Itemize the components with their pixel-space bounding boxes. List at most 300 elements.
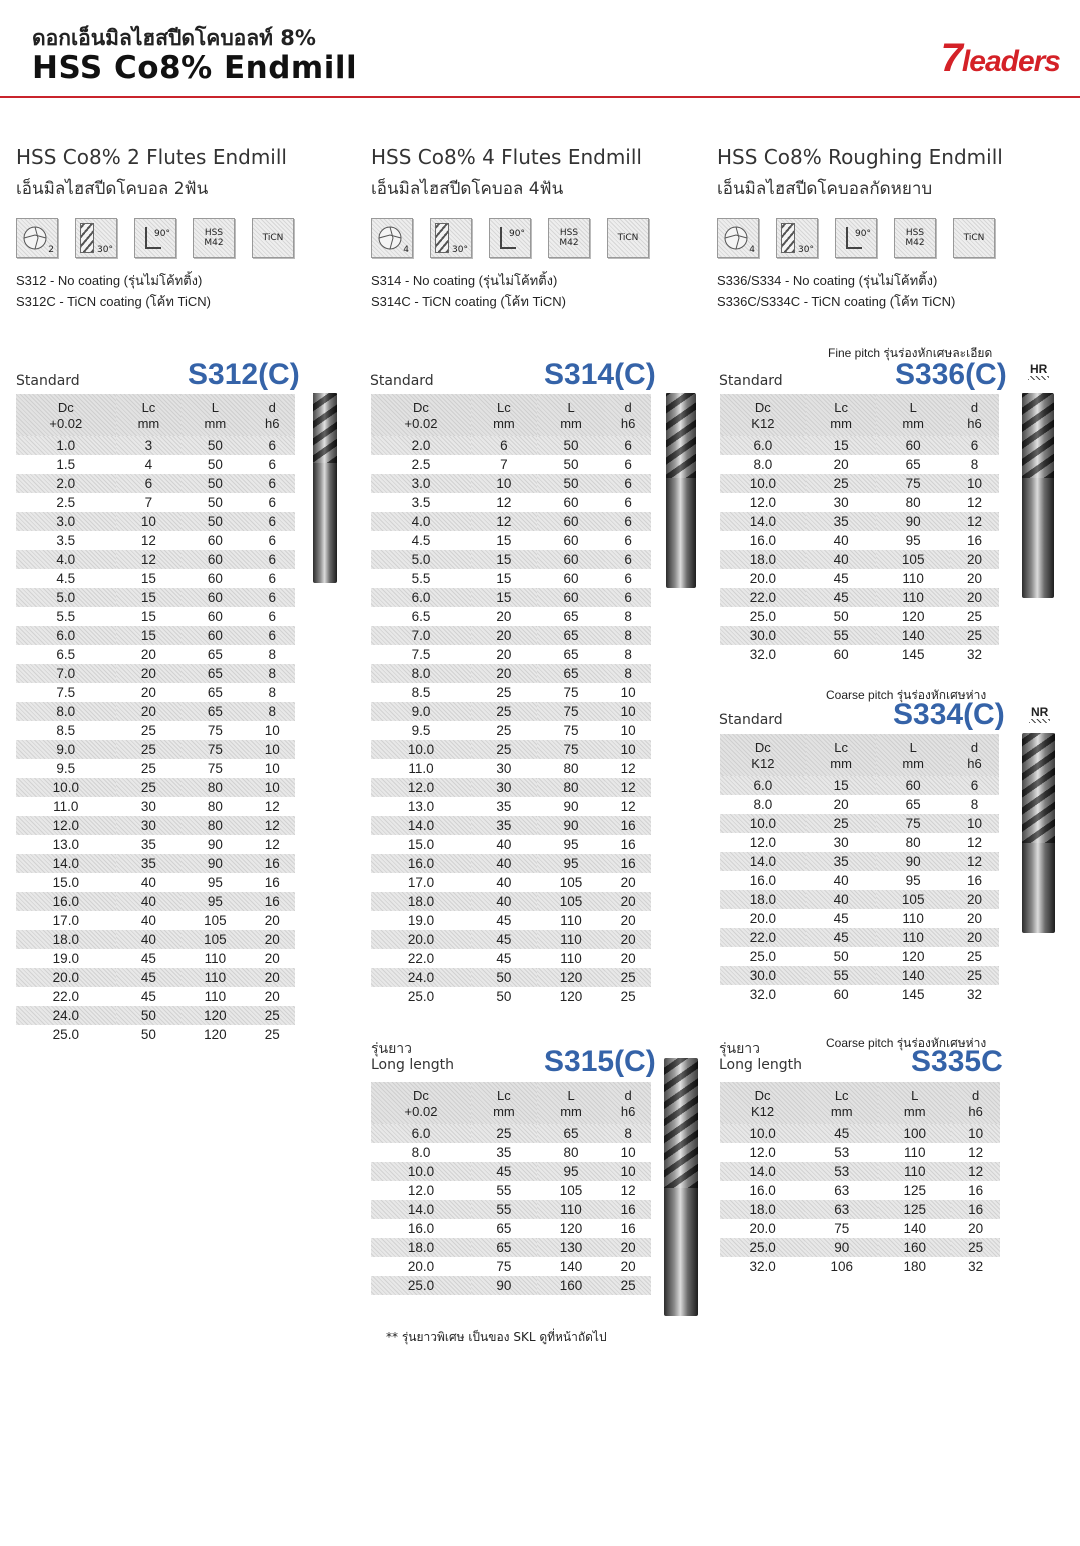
table-cell: 25 [140, 761, 156, 776]
table-cell: 75 [834, 1221, 850, 1236]
table-cell: 40 [140, 875, 156, 890]
table-row [371, 854, 651, 873]
table-cell: 60 [181, 626, 249, 645]
table-cell: 65 [496, 1221, 512, 1236]
table-cell: 53 [805, 1162, 878, 1181]
table-cell: 105 [876, 890, 950, 909]
table-cell: 14.0 [720, 852, 806, 871]
table-cell: 14.0 [371, 1200, 471, 1219]
table-cell: 125 [903, 1183, 926, 1198]
table-cell: 20 [620, 1259, 636, 1274]
table-cell: 60 [537, 588, 605, 607]
table-cell: 15 [116, 626, 182, 645]
table-row [371, 949, 651, 968]
table-cell: 75 [537, 740, 605, 759]
table-cell: 110 [537, 1200, 605, 1219]
table-cell [537, 1295, 605, 1314]
helix-angle-icon: 30° [430, 218, 472, 258]
table-cell: 8 [249, 702, 295, 721]
table-cell: 8.0 [753, 797, 773, 812]
table-cell: 105 [181, 930, 249, 949]
table-cell: 18.0 [371, 1238, 471, 1257]
table-cell: 75 [563, 723, 579, 738]
table-cell: 25 [471, 1124, 537, 1143]
table-cell: 25.0 [407, 989, 435, 1004]
table-cell: 50 [833, 949, 849, 964]
table-cell: 25 [966, 609, 982, 624]
coating-icon: TiCN [953, 218, 995, 258]
table-cell: 60 [207, 609, 223, 624]
table-row [371, 1295, 651, 1314]
column-header: Lc mm [806, 394, 877, 436]
table-cell: 95 [537, 854, 605, 873]
table-cell: 10 [605, 1162, 651, 1181]
table-cell: 45 [116, 968, 182, 987]
table-cell: 6 [605, 474, 651, 493]
table-row [371, 436, 651, 455]
table-cell: 20 [966, 911, 982, 926]
table-cell: 6 [605, 512, 651, 531]
table-cell: 16 [951, 1200, 1000, 1219]
product-code: S334(C) [893, 698, 1005, 731]
spec-table-s314 [371, 394, 651, 1006]
table-row [720, 966, 999, 985]
table-row [371, 816, 651, 835]
table-cell: 8.0 [753, 457, 773, 472]
spec-table-s336 [720, 394, 999, 664]
table-cell: 45 [833, 571, 849, 586]
table-row [720, 569, 999, 588]
table-cell: 20 [605, 1238, 651, 1257]
table-cell: 60 [181, 550, 249, 569]
table-row [720, 474, 999, 493]
table-row [720, 1181, 1000, 1200]
pitch-note: Coarse pitch รุ่นร่องหักเศษห่าง [826, 688, 987, 702]
table-cell: 100 [878, 1124, 951, 1143]
table-cell: 110 [902, 911, 924, 926]
table-cell: 20 [471, 664, 537, 683]
table-cell: 20 [471, 626, 537, 645]
table-row [720, 1257, 1000, 1276]
table-row [371, 1181, 651, 1200]
table-cell: 20 [833, 797, 849, 812]
table-row [16, 816, 295, 835]
table-row [371, 569, 651, 588]
table-row [371, 892, 651, 911]
table-cell: 90 [181, 854, 249, 873]
table-cell: 20.0 [749, 1221, 776, 1236]
table-header [16, 394, 295, 436]
table-cell: 60 [833, 987, 849, 1002]
table-cell: 20 [950, 890, 999, 909]
table-row [371, 588, 651, 607]
table-cell: 10 [471, 474, 537, 493]
table-cell: 12.0 [749, 495, 776, 510]
table-cell: 15 [471, 550, 537, 569]
table-row [371, 835, 651, 854]
table-cell: 60 [563, 495, 579, 510]
table-row [720, 626, 999, 645]
table-cell: 20 [620, 951, 636, 966]
table-cell: 6 [624, 533, 632, 548]
column-subtitle: เอ็นมิลไฮสปีดโคบอล 2ฟัน [16, 179, 209, 199]
table-cell: 6 [249, 474, 295, 493]
product-code: S336(C) [895, 358, 1007, 391]
table-cell [605, 1295, 651, 1314]
table-row [371, 968, 651, 987]
table-cell: 12 [264, 837, 280, 852]
table-cell: 25.0 [720, 1238, 805, 1257]
table-row [371, 626, 651, 645]
table-cell: 35 [496, 1145, 512, 1160]
table-cell: 8.0 [371, 664, 471, 683]
table-cell: 65 [905, 457, 921, 472]
table-row [16, 721, 295, 740]
table-cell: 30 [833, 835, 849, 850]
spec-table-s334 [720, 734, 999, 1004]
table-cell: 60 [207, 533, 223, 548]
table-cell: 20 [140, 685, 156, 700]
spec-table-s335 [720, 1082, 1000, 1276]
table-cell: 18.0 [16, 930, 116, 949]
table-cell: 6 [624, 495, 632, 510]
table-row [720, 890, 999, 909]
table-row [16, 797, 295, 816]
product-code: S315(C) [544, 1045, 656, 1078]
table-row [371, 987, 651, 1006]
table-cell: 12 [620, 799, 636, 814]
table-cell: 10.0 [720, 1124, 805, 1143]
table-cell: 65 [563, 609, 579, 624]
table-header [720, 394, 999, 436]
column-subtitle: เอ็นมิลไฮสปีดโคบอล 4ฟัน [371, 179, 564, 199]
table-cell: 20 [950, 550, 999, 569]
table-cell: 63 [805, 1200, 878, 1219]
column-header: Lc mm [806, 734, 877, 776]
table-cell: 12 [951, 1162, 1000, 1181]
table-cell: 80 [537, 778, 605, 797]
table-cell: 6 [249, 626, 295, 645]
table-cell: 120 [559, 1221, 583, 1236]
table-cell: 75 [563, 685, 579, 700]
column-header: Lc mm [471, 394, 537, 436]
table-cell: 16.0 [749, 533, 776, 548]
table-cell: 16 [966, 873, 982, 888]
table-row [371, 721, 651, 740]
section-label-thai: รุ่นยาว [371, 1041, 413, 1057]
column-header: Dc K12 [720, 394, 806, 436]
section-label: Long length [371, 1057, 454, 1073]
table-cell: 32.0 [749, 647, 776, 662]
table-cell: 65 [537, 1124, 605, 1143]
spec-icons [371, 218, 649, 258]
table-cell: 19.0 [52, 951, 79, 966]
footnote: ** รุ่นยาวพิเศษ เป็นของ SKL ดูที่หน้าถัดไป [386, 1330, 607, 1344]
table-cell: 10 [605, 702, 651, 721]
table-cell: 120 [901, 609, 925, 624]
table-cell: 12 [605, 778, 651, 797]
section-label: Standard [16, 373, 80, 389]
table-cell: 7.0 [371, 626, 471, 645]
table-cell: 3.0 [16, 512, 116, 531]
table-cell: 95 [905, 873, 921, 888]
table-cell: 75 [537, 702, 605, 721]
table-cell: 16 [620, 837, 636, 852]
table-row [16, 436, 295, 455]
table-row [371, 474, 651, 493]
table-cell: 60 [876, 436, 950, 455]
table-cell: 10.0 [720, 474, 806, 493]
table-cell: 17.0 [407, 875, 435, 890]
section-label: Standard [719, 373, 783, 389]
table-cell: 50 [116, 1006, 182, 1025]
table-cell: 25 [951, 1238, 1000, 1257]
table-cell: 14.0 [720, 512, 806, 531]
table-cell: 120 [559, 989, 583, 1004]
table-cell: 25 [950, 966, 999, 985]
table-row [720, 833, 999, 852]
table-cell: 15 [471, 588, 537, 607]
table-cell: 30 [471, 778, 537, 797]
table-row [720, 1219, 1000, 1238]
table-cell: 11.0 [408, 761, 434, 776]
table-cell: 10.0 [720, 814, 806, 833]
table-cell: 25 [116, 740, 182, 759]
table-cell: 110 [537, 930, 605, 949]
table-cell: 16 [605, 1200, 651, 1219]
table-cell: 25 [605, 1276, 651, 1295]
table-row [720, 795, 999, 814]
product-code: S335C [911, 1045, 1003, 1078]
table-cell: 13.0 [407, 799, 435, 814]
spec-table-s315 [371, 1082, 651, 1314]
table-cell: 17.0 [52, 913, 79, 928]
table-row [371, 683, 651, 702]
table-row [720, 1143, 1000, 1162]
table-cell: 20 [496, 609, 512, 624]
table-cell: 7.5 [411, 647, 431, 662]
table-cell: 12.0 [749, 1145, 776, 1160]
table-cell: 32.0 [749, 987, 776, 1002]
table-row [16, 759, 295, 778]
table-cell: 125 [878, 1200, 951, 1219]
table-cell: 12 [950, 512, 999, 531]
table-cell: 12 [116, 550, 182, 569]
end-angle-icon: 90° [134, 218, 176, 258]
table-cell: 110 [876, 928, 950, 947]
table-cell: 25.0 [52, 1027, 79, 1042]
table-row [16, 987, 295, 1006]
table-cell: 20 [620, 913, 636, 928]
table-cell: 25 [620, 989, 636, 1004]
column-header: Dc +0.02 [371, 394, 471, 436]
table-cell: 40 [806, 890, 877, 909]
table-cell: 140 [903, 1221, 926, 1236]
table-cell: 25 [471, 702, 537, 721]
table-cell: 15 [140, 609, 156, 624]
table-row [720, 1200, 1000, 1219]
table-cell: 45 [806, 588, 877, 607]
brand-logo: 7leaders [940, 36, 1060, 80]
table-row [371, 512, 651, 531]
table-cell: 90 [563, 799, 579, 814]
flutes-icon: 4 [717, 218, 759, 258]
table-cell: 35 [806, 852, 877, 871]
table-cell: 30 [833, 495, 849, 510]
table-cell: 90 [207, 837, 223, 852]
table-cell: 30 [116, 816, 182, 835]
table-cell: 45 [496, 951, 512, 966]
column-header: d h6 [950, 734, 999, 776]
table-cell: 40 [833, 533, 849, 548]
table-cell: 65 [181, 664, 249, 683]
table-cell: 55 [471, 1200, 537, 1219]
table-cell: 18.0 [720, 550, 806, 569]
table-cell: 12.0 [407, 1183, 435, 1198]
table-cell: 25.0 [749, 609, 776, 624]
table-row [371, 493, 651, 512]
table-cell: 20.0 [407, 1259, 435, 1274]
pitch-note: Fine pitch รุ่นร่องหักเศษละเอียด [828, 346, 993, 360]
table-cell: 25 [116, 778, 182, 797]
table-cell: 15 [496, 571, 512, 586]
table-row [720, 550, 999, 569]
table-cell: 10 [249, 740, 295, 759]
table-cell: 20.0 [371, 930, 471, 949]
pitch-note: Coarse pitch รุ่นร่องหักเศษห่าง [826, 1036, 987, 1050]
table-cell: 50 [181, 474, 249, 493]
table-row [720, 1124, 1000, 1143]
table-row [371, 911, 651, 930]
column-title: HSS Co8% Roughing Endmill [717, 145, 1003, 169]
table-row [371, 531, 651, 550]
table-cell: 55 [806, 626, 877, 645]
table-cell: 16.0 [749, 873, 776, 888]
table-cell: 60 [537, 512, 605, 531]
table-cell: 25.0 [371, 1276, 471, 1295]
table-cell: 75 [207, 761, 223, 776]
table-row [16, 740, 295, 759]
table-cell: 75 [496, 1259, 512, 1274]
table-cell: 10 [950, 474, 999, 493]
table-row [371, 778, 651, 797]
table-cell: 8 [268, 685, 276, 700]
column-header: L mm [878, 1082, 951, 1124]
table-row [16, 778, 295, 797]
table-cell: 40 [496, 837, 512, 852]
table-cell: 8 [970, 457, 979, 472]
table-cell: 16 [966, 533, 982, 548]
table-cell: 60 [563, 533, 579, 548]
table-cell: 5.5 [411, 571, 431, 586]
table-cell: 12 [968, 1145, 984, 1160]
table-cell: 105 [204, 913, 227, 928]
column-header: L mm [876, 734, 950, 776]
table-cell: 60 [876, 776, 950, 795]
column-title: HSS Co8% 2 Flutes Endmill [16, 145, 287, 169]
table-cell: 80 [207, 799, 223, 814]
table-cell: 110 [903, 1145, 926, 1160]
table-cell: 2.5 [56, 495, 76, 510]
table-cell: 12.0 [371, 778, 471, 797]
table-cell: 2.0 [371, 436, 471, 455]
table-cell: 6.0 [720, 776, 806, 795]
table-cell: 1.0 [16, 436, 116, 455]
table-row [720, 436, 999, 455]
table-cell: 6 [116, 474, 182, 493]
table-row [16, 550, 295, 569]
table-cell: 40 [116, 930, 182, 949]
table-cell: 45 [471, 930, 537, 949]
table-cell: 8 [268, 647, 276, 662]
table-cell: 20 [620, 875, 636, 890]
endmill-image [1022, 393, 1054, 598]
table-row [16, 873, 295, 892]
table-row [16, 474, 295, 493]
table-cell: 105 [537, 892, 605, 911]
table-row [371, 1238, 651, 1257]
table-cell: 20.0 [16, 968, 116, 987]
table-cell: 8 [624, 609, 632, 624]
table-row [16, 588, 295, 607]
table-cell: 15 [140, 571, 156, 586]
table-cell: 75 [876, 474, 950, 493]
table-cell: 15 [116, 588, 182, 607]
table-row [16, 626, 295, 645]
table-row [16, 512, 295, 531]
table-cell: 10 [951, 1124, 1000, 1143]
table-cell: 16.0 [371, 854, 471, 873]
product-code: S314(C) [544, 358, 656, 391]
table-cell: 8.0 [411, 1145, 431, 1160]
table-cell: 25 [950, 626, 999, 645]
table-cell: 106 [830, 1259, 853, 1274]
section-label: Standard [719, 712, 783, 728]
table-cell: 45 [140, 951, 156, 966]
column-4-flutes [371, 145, 649, 312]
table-cell: 145 [901, 647, 925, 662]
table-row [720, 985, 999, 1004]
table-cell: 6.0 [16, 626, 116, 645]
table-cell: 6 [268, 533, 276, 548]
table-cell: 12 [950, 852, 999, 871]
table-cell: 18.0 [720, 890, 806, 909]
table-cell: 65 [471, 1238, 537, 1257]
section-label: Long length [719, 1057, 802, 1073]
table-cell: 13.0 [52, 837, 79, 852]
table-cell: 7 [144, 495, 153, 510]
table-row [16, 645, 295, 664]
table-cell: 6 [268, 571, 276, 586]
table-cell: 22.0 [407, 951, 435, 966]
table-cell: 40 [140, 913, 156, 928]
table-cell: 6 [268, 609, 276, 624]
table-row [720, 1162, 1000, 1181]
table-cell: 12 [496, 495, 512, 510]
column-header: Dc +0.02 [16, 394, 116, 436]
table-cell: 20 [950, 588, 999, 607]
table-cell: 35 [116, 854, 182, 873]
table-row [371, 607, 651, 626]
table-cell: 3.5 [411, 495, 431, 510]
table-cell: 25 [605, 968, 651, 987]
table-cell: 20 [966, 571, 982, 586]
table-cell: 6 [249, 550, 295, 569]
table-cell: 6.5 [56, 647, 76, 662]
table-cell: 30 [140, 799, 156, 814]
table-cell: 6 [624, 457, 632, 472]
table-cell: 30.0 [720, 966, 806, 985]
